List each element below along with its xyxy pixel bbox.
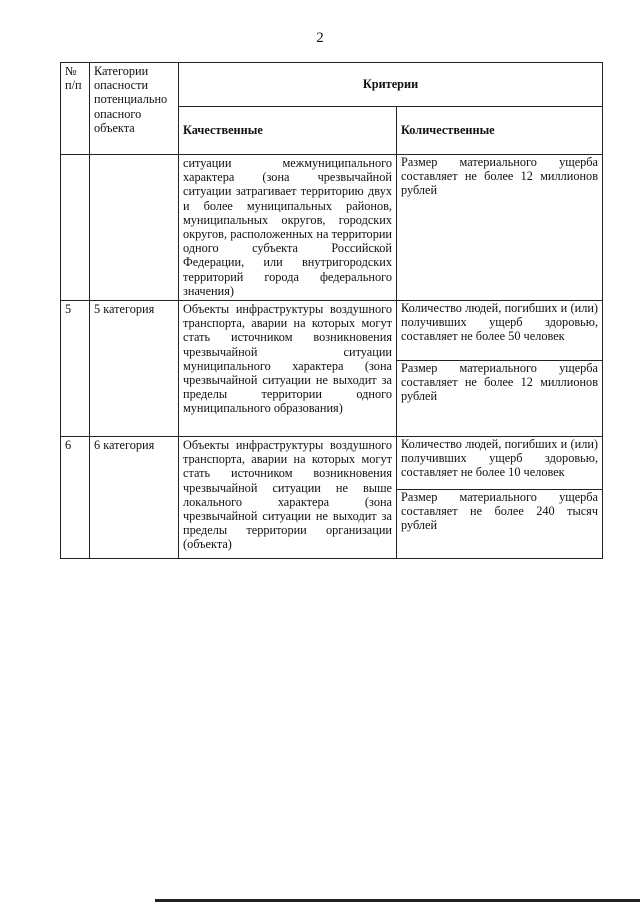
quantitative-damage: Размер материального ущерба составляет не более 12 миллионов рублей [401, 155, 599, 198]
quantitative-casualties: Количество людей, погибших и (или) получивших ущерб здоровью, составляет не более 50 человек [397, 301, 602, 361]
header-number: № п/п [61, 63, 90, 155]
table-row [61, 301, 603, 437]
header-qualitative: Качественные [179, 107, 397, 155]
row-number [61, 155, 90, 301]
row-qualitative: Объекты инфраструктуры воздушного транспорта, аварии на которых могут стать источником возникновения чрезвычайной ситуации муниципального характера (зона чрезвычайной ситуации не выходит за пределы территории одного муниципального образования) [179, 301, 397, 437]
row-quantitative [397, 155, 603, 301]
row-qualitative: ситуации межмуниципального характера (зона чрезвычайной ситуации затрагивает территорию двух и более муниципальных районов, муниципальных округов, городских округов, расположенных на территории одного субъекта Российской Федерации, или внутригородских территорий города федерального значения) [179, 155, 397, 301]
header-criteria: Критерии [179, 63, 603, 107]
row-qualitative: Объекты инфраструктуры воздушного транспорта, аварии на которых могут стать источником возникновения чрезвычайной ситуации не выше локального характера (зона чрезвычайной ситуации не выходит за пределы территории организации (объекта) [179, 437, 397, 559]
row-quantitative [397, 301, 603, 437]
hazard-category-table [60, 62, 603, 559]
row-number: 6 [61, 437, 90, 559]
row-number: 5 [61, 301, 90, 437]
row-category: 5 категория [90, 301, 179, 437]
scan-edge-line [155, 899, 640, 902]
row-category [90, 155, 179, 301]
table-row [61, 437, 603, 559]
header-quantitative: Количественные [397, 107, 603, 155]
row-quantitative [397, 437, 603, 559]
table-row [61, 155, 603, 301]
quantitative-damage: Размер материального ущерба составляет не более 240 тысяч рублей [401, 490, 599, 533]
quantitative-damage: Размер материального ущерба составляет не более 12 миллионов рублей [401, 361, 599, 404]
quantitative-casualties: Количество людей, погибших и (или) получивших ущерб здоровью, составляет не более 10 человек [397, 437, 602, 490]
row-category: 6 категория [90, 437, 179, 559]
page-number: 2 [316, 30, 324, 46]
header-category: Категории опасности потенциально опасного объекта [90, 63, 179, 155]
